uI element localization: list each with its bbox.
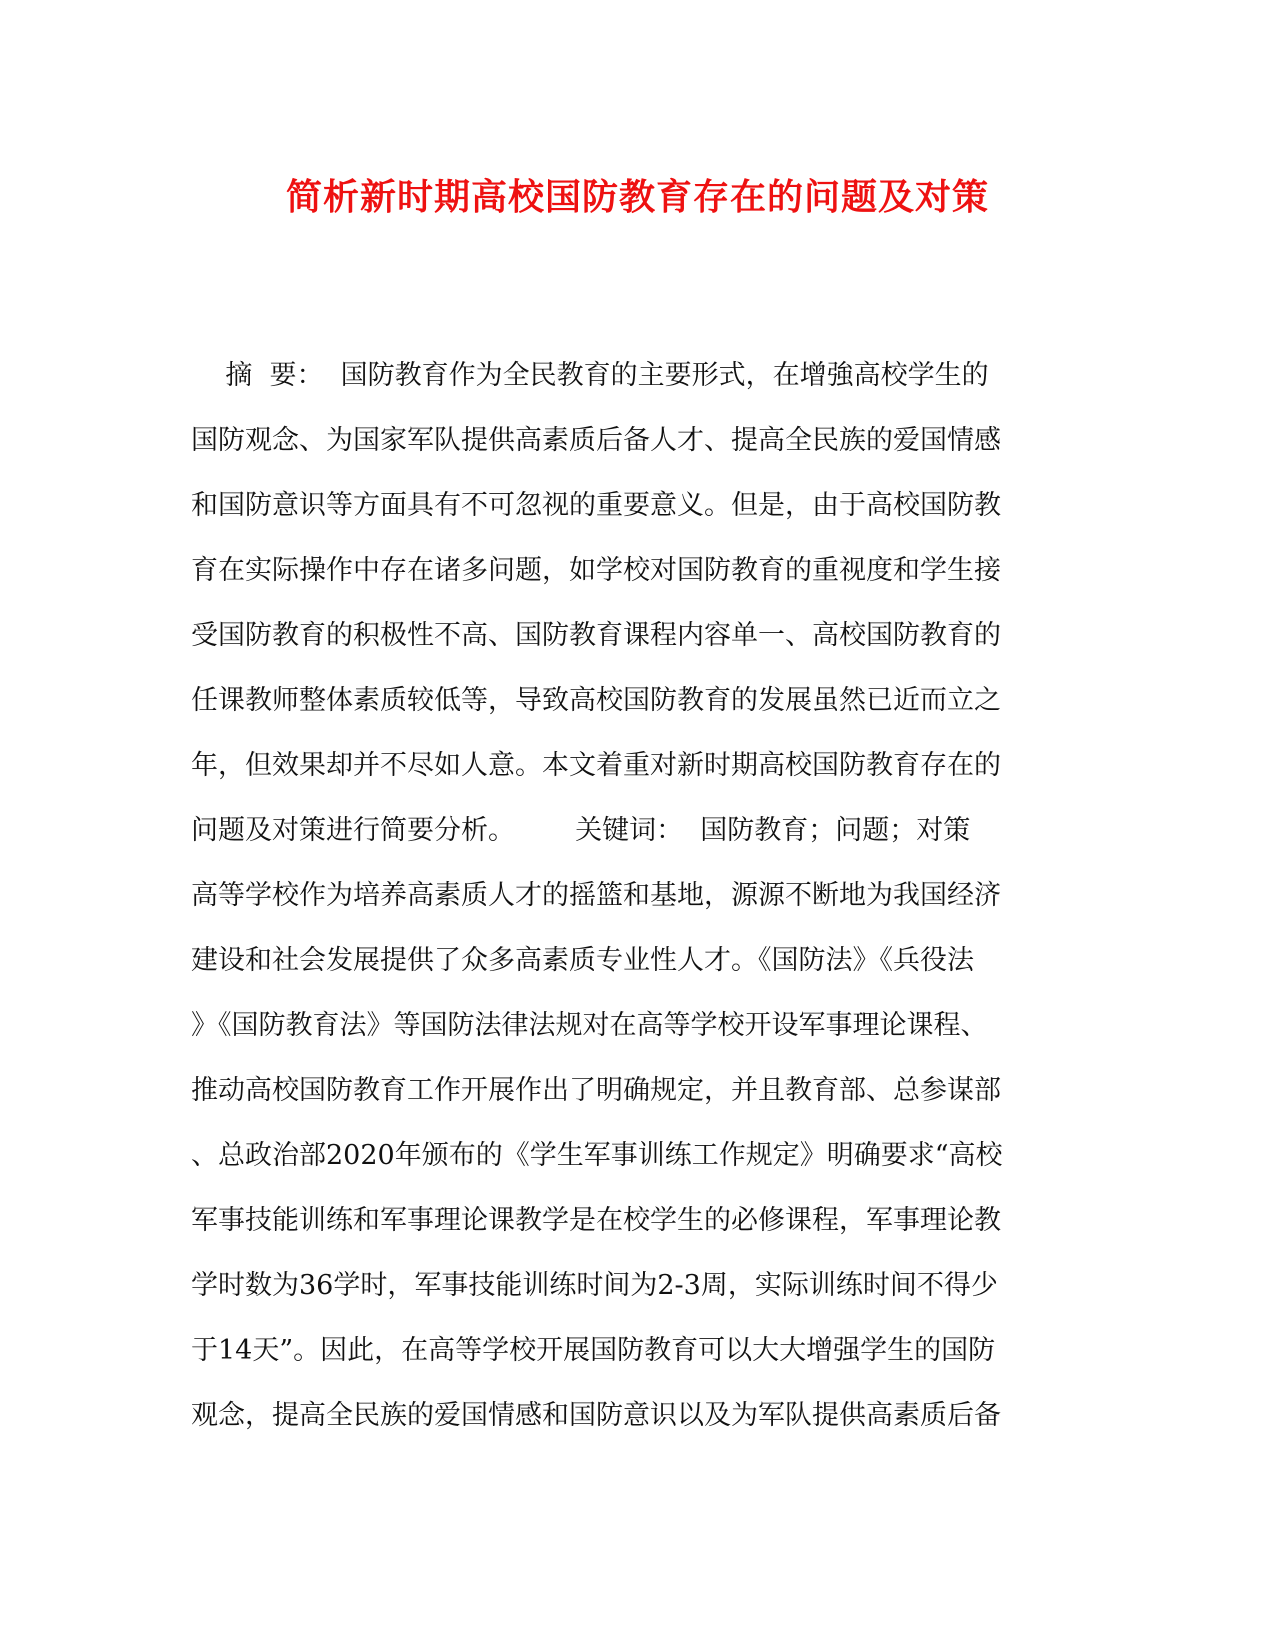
document-body: [191, 360, 1091, 1465]
body-line: 高等学校作为培养高素质人才的摇篮和基地，源源不断地为我国经济: [191, 880, 1001, 911]
body-line: 推动高校国防教育工作开展作出了明确规定，并且教育部、总参谋部: [191, 1075, 1001, 1106]
body-line: 摘 要： 国防教育作为全民教育的主要形式，在增強高校学生的: [191, 360, 989, 391]
body-line: 军事技能训练和军事理论课教学是在校学生的必修课程，军事理论教: [191, 1205, 1001, 1236]
body-line: 和国防意识等方面具有不可忽视的重要意义。但是，由于高校国防教: [191, 490, 1001, 521]
body-line: 任课教师整体素质较低等，导致高校国防教育的发展虽然已近而立之: [191, 685, 1001, 716]
body-line: 、总政治部2020年颁布的《学生军事训练工作规定》明确要求“高校: [191, 1140, 1003, 1171]
body-line: 于14天”。因此，在高等学校开展国防教育可以大大增强学生的国防: [191, 1335, 996, 1366]
body-line: 观念，提高全民族的爱国情感和国防意识以及为军队提供高素质后备: [191, 1400, 1001, 1431]
body-line: 受国防教育的积极性不高、国防教育课程内容单一、高校国防教育的: [191, 620, 1001, 651]
body-line: 》《国防教育法》等国防法律法规对在高等学校开设军事理论课程、: [191, 1010, 988, 1041]
body-line: 年，但效果却并不尽如人意。本文着重对新时期高校国防教育存在的: [191, 750, 1001, 781]
body-line: 学时数为36学时，军事技能训练时间为2-3周，实际训练时间不得少: [191, 1270, 998, 1301]
body-line: 问题及对策进行简要分析。 关键词： 国防教育；问题；对策: [191, 815, 971, 846]
body-line: 建设和社会发展提供了众多高素质专业性人才。《国防法》《兵役法: [191, 945, 974, 976]
body-line: 国防观念、为国家军队提供高素质后备人才、提高全民族的爱国情感: [191, 425, 1001, 456]
body-line: 育在实际操作中存在诸多问题，如学校对国防教育的重视度和学生接: [191, 555, 1001, 586]
document-title: 简析新时期高校国防教育存在的问题及对策: [285, 176, 989, 218]
